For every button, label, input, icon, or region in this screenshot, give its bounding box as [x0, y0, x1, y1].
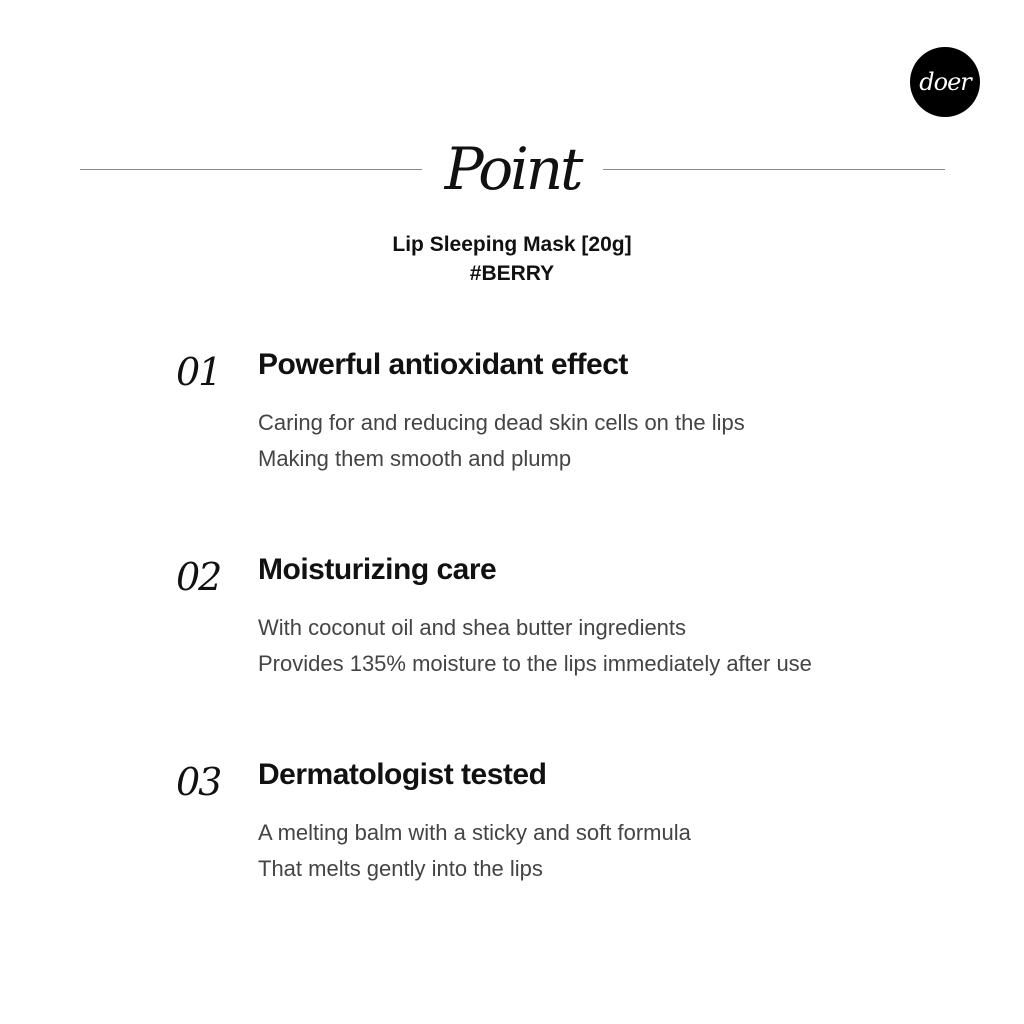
product-info — [0, 230, 1024, 288]
point-item-1 — [0, 345, 1024, 495]
title-rule-left — [80, 169, 422, 170]
point-number: 03 — [176, 760, 221, 804]
point-heading: Powerful antioxidant effect — [258, 348, 628, 381]
point-item-2 — [0, 550, 1024, 700]
point-heading: Moisturizing care — [258, 553, 497, 586]
point-description-line: A melting balm with a sticky and soft formula — [258, 820, 691, 845]
point-description-line: Making them smooth and plump — [258, 446, 572, 471]
brand-logo-text: doer — [919, 68, 971, 96]
point-heading: Dermatologist tested — [258, 758, 547, 791]
point-description — [258, 610, 812, 682]
title-rule-right — [603, 169, 945, 170]
point-number: 02 — [176, 555, 221, 599]
point-number: 01 — [176, 350, 221, 394]
point-description — [258, 405, 745, 477]
point-item-3 — [0, 755, 1024, 905]
point-description-line: That melts gently into the lips — [258, 856, 543, 881]
page-title: Point — [444, 135, 581, 203]
point-description — [258, 815, 691, 887]
product-name: Lip Sleeping Mask [20g] — [392, 233, 632, 256]
point-description-line: With coconut oil and shea butter ingredients — [258, 615, 687, 640]
point-description-line: Caring for and reducing dead skin cells on the lips — [258, 410, 745, 435]
point-description-line: Provides 135% moisture to the lips immediately after use — [258, 651, 812, 676]
product-shade: #BERRY — [469, 262, 555, 285]
brand-logo — [910, 47, 980, 117]
